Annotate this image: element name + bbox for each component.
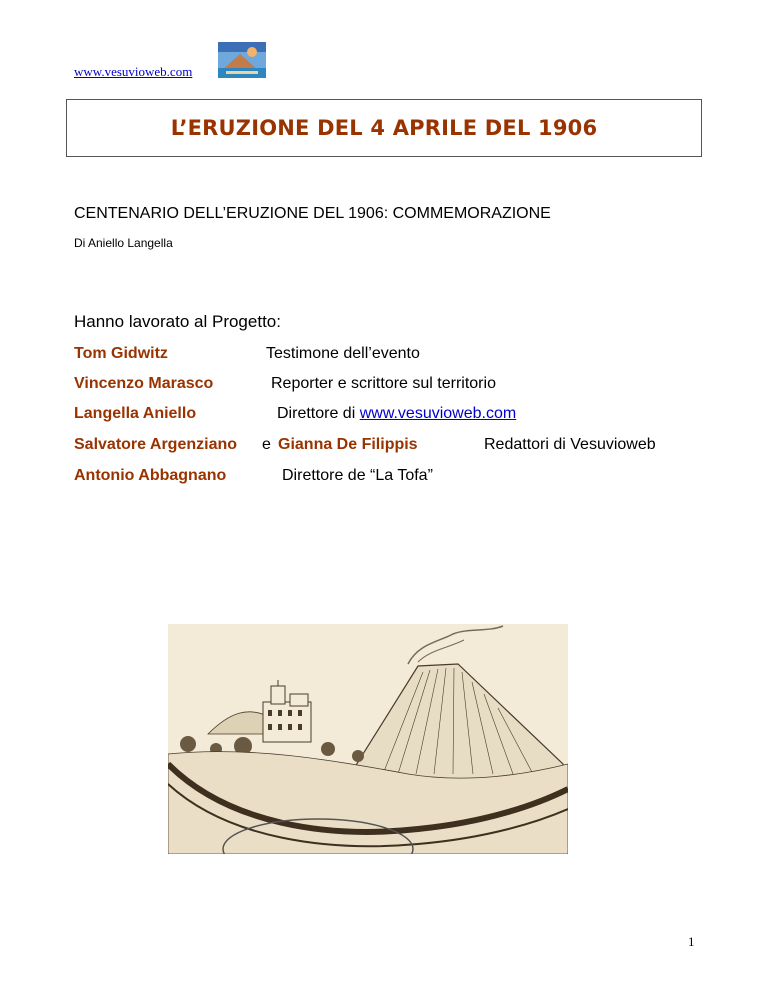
project-heading: Hanno lavorato al Progetto: — [74, 312, 281, 331]
subtitle: CENTENARIO DELL’ERUZIONE DEL 1906: COMMEMORAZIONE — [74, 205, 551, 222]
credit-role — [277, 405, 516, 423]
credit-name: Antonio Abbagnano — [74, 467, 227, 484]
author-line: Di Aniello Langella — [74, 236, 173, 250]
vesuvioweb-logo-icon — [218, 42, 266, 78]
page-number: 1 — [688, 934, 695, 949]
credit-joiner: e — [262, 436, 271, 453]
vesuvius-engraving-icon — [168, 624, 568, 854]
site-link[interactable]: www.vesuvioweb.com — [74, 64, 193, 79]
vesuvioweb-link[interactable]: www.vesuvioweb.com — [359, 405, 517, 422]
credit-name: Tom Gidwitz — [74, 345, 168, 362]
credit-name: Langella Aniello — [74, 405, 197, 422]
credit-name: Gianna De Filippis — [278, 436, 418, 453]
credit-role-prefix: Direttore di — [277, 405, 360, 422]
credit-role: Testimone dell’evento — [266, 345, 420, 362]
credit-name: Salvatore Argenziano — [74, 436, 238, 453]
credit-role: Reporter e scrittore sul territorio — [271, 375, 496, 392]
title-box — [66, 99, 702, 157]
credit-role: Redattori di Vesuvioweb — [484, 436, 656, 453]
credit-role: Direttore de “La Tofa” — [282, 467, 433, 484]
credit-name: Vincenzo Marasco — [74, 375, 214, 392]
page-title: L’ERUZIONE DEL 4 APRILE DEL 1906 — [170, 116, 598, 140]
